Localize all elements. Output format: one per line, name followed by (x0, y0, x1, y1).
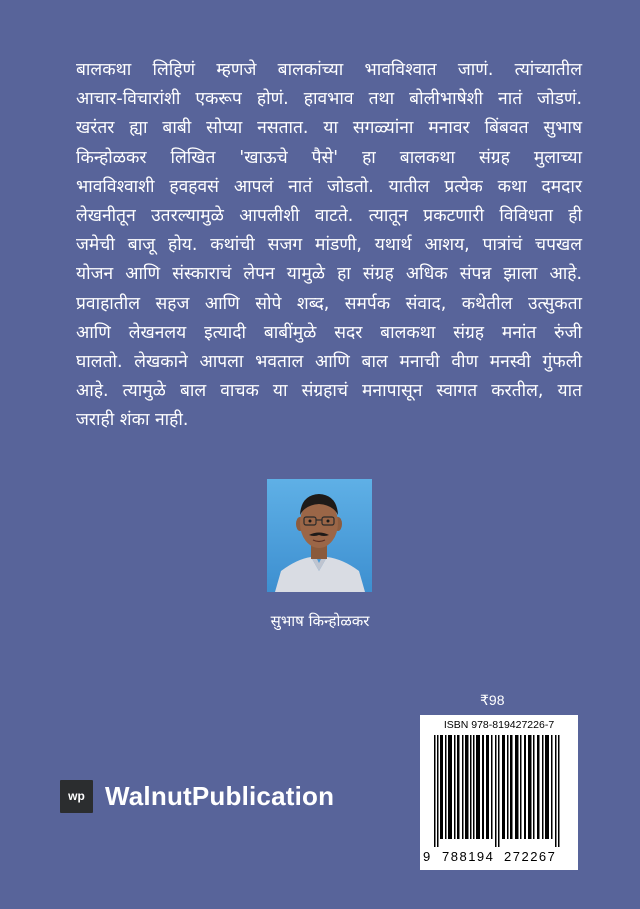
blurb-line: किन्होळकर लिखित 'खाऊचे पैसे' हा बालकथा संग्रह मुलाच्या (76, 147, 582, 168)
blurb-line: योजन आणि संस्काराचं लेपन यामुळे हा संग्रह अधिक संपन्न झाला आहे. (76, 264, 582, 285)
author-portrait-image (267, 479, 372, 592)
blurb-line: घालतो. लेखकाने आपला भवताल आणि बाल मनाची वीण मनस्वी गुंफली (76, 352, 582, 373)
isbn-digits-left: 788194 (442, 849, 495, 864)
blurb-line: आचार-विचारांशी एकरूप होणं. हावभाव तथा बोलीभाषेशी नातं जोडणं. (76, 89, 582, 110)
price-label: ₹98 (480, 692, 505, 708)
blurb-line: आहे. त्यामुळे बाल वाचक या संग्रहाचं मनापासून स्वागत करतील, यात (76, 381, 582, 402)
publisher-name: WalnutPublication (105, 780, 335, 811)
blurb-line: खरंतर ह्या बाबी सोप्या नसतात. या सगळ्यांना मनावर बिंबवत सुभाष (76, 118, 582, 139)
blurb-line: जमेची बाजू होय. कथांची सजग मांडणी, यथार्थ आशय, पात्रांचं चपखल (76, 235, 582, 256)
blurb-line: जराही शंका नाही. (76, 410, 189, 431)
blurb-line: लेखनीतून उतरल्यामुळे आपलीशी वाटते. त्यातून प्रकटणारी विविधता ही (76, 206, 582, 227)
back-cover-blurb (76, 56, 582, 436)
isbn-label: ISBN 978-819427226-7 (443, 719, 555, 731)
barcode-bars (434, 735, 564, 847)
isbn-digit-first: 9 (423, 849, 431, 864)
blurb-line: आणि लेखनलय इत्यादी बाबींमुळे सदर बालकथा संग्रह मनांत रुंजी (76, 322, 582, 343)
blurb-line: भावविश्वाशी हवहवसं आपलं नातं जोडतो. यातील प्रत्येक कथा दमदार (76, 176, 582, 197)
isbn-digits-right: 272267 (504, 849, 557, 864)
author-name: सुभाष किन्होळकर (270, 612, 370, 630)
blurb-line: बालकथा लिहिणं म्हणजे बालकांच्या भावविश्वात जाणं. त्यांच्यातील (76, 60, 582, 80)
publisher-brand (60, 779, 334, 813)
blurb-line: प्रवाहातील सहज आणि सोपे शब्द, समर्पक संवाद, कथेतील उत्सुकता (76, 293, 582, 314)
publisher-logo-icon: wp (60, 780, 93, 813)
author-photo (267, 479, 372, 592)
isbn-barcode (420, 715, 578, 870)
